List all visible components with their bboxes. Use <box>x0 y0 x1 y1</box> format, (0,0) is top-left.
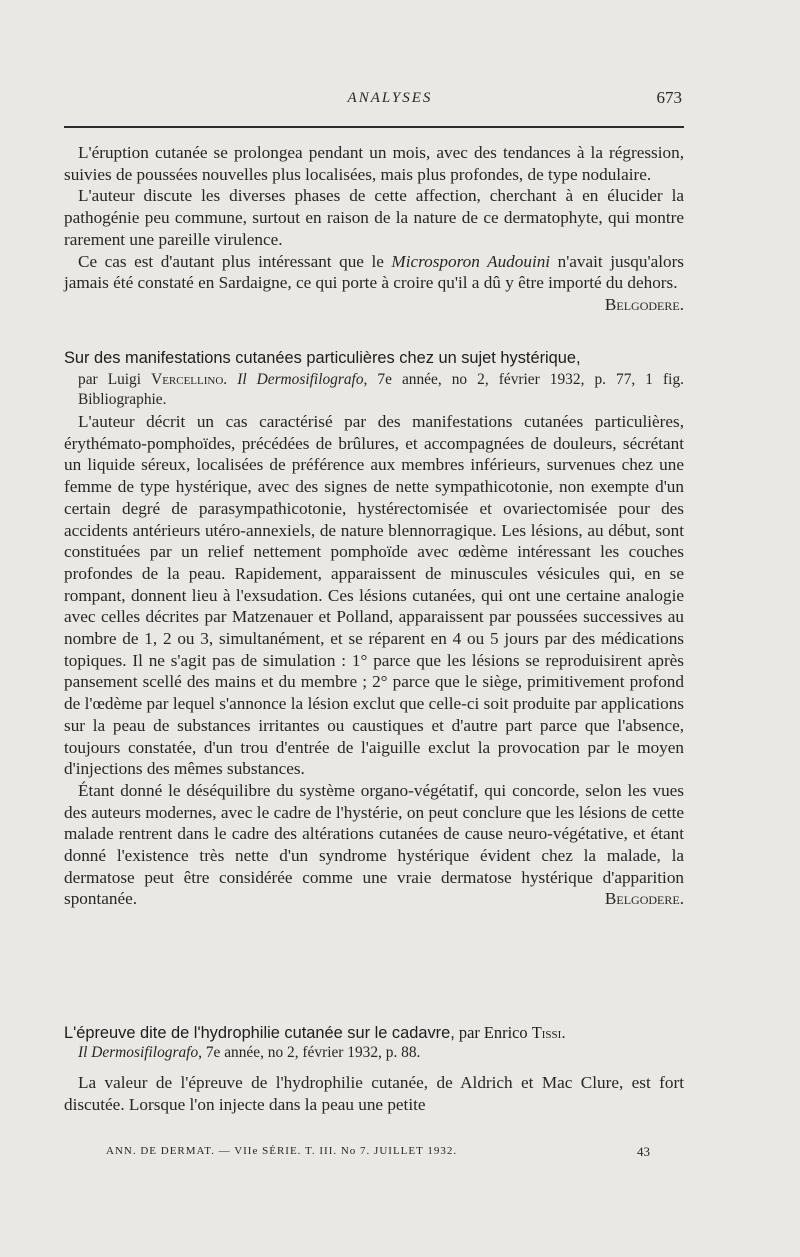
reference-line: par Luigi Vercellino. Il Dermosifilografo, 7e année, no 2, février 1932, p. 77, 1 fig. Bibliographie. <box>78 371 684 408</box>
article-heading <box>64 348 684 369</box>
text-run: Étant donné le déséquilibre du système organo-végétatif, qui concorde, selon les vues des auteurs modernes, avec le cadre de l'hystérie, on peut conclure que les lésions de cette malade rentrent dans le cadre des altérations cutanées de cause neuro-végétative, et étant donné l'existence très nette d'un syndrome hystérique évident chez la malade, la dermatose peut être considérée comme une vraie dermatose hystérique d'apparition spontanée. <box>64 780 684 909</box>
paragraph: La valeur de l'épreuve de l'hydrophilie cutanée, de Aldrich et Mac Clure, est fort discutée. Lorsque l'on injecte dans la peau une petite <box>64 1073 684 1114</box>
reference-line <box>64 1043 684 1063</box>
ref-author: Tissi <box>531 1023 562 1042</box>
article-title: Sur des manifestations cutanées particulières chez un sujet hystérique, <box>64 349 581 367</box>
paragraph: L'auteur discute les diverses phases de cette affection, cherchant à en élucider la pathogénie peu commune, surtout en raison de la nature de ce dermatophyte, qui montre rarement une pareille virulence. <box>64 186 684 249</box>
ref-by: par Luigi <box>78 371 152 388</box>
article-continuation <box>64 142 684 316</box>
article-reference <box>64 370 684 410</box>
article-reference <box>64 1043 684 1063</box>
running-header-title: ANALYSES <box>347 90 433 106</box>
article-body <box>64 411 684 910</box>
text-run: Ce cas est d'autant plus intéressant que le <box>78 251 392 271</box>
author-signature: Belgodere. <box>604 294 684 314</box>
ref-details: , 7e année, no 2, février 1932, p. 77, 1 fig. Bibliographie. <box>78 371 684 408</box>
paragraph: L'auteur décrit un cas caractérisé par des manifestations cutanées particulières, érythémato-pomphoïdes, précédées de brûlures, et accompagnées de douleurs, sécrétant un liquide séreux, localisées de préférence aux membres inférieurs, survenues chez une femme de type hystérique, avec des signes de nette sympathicotonie, non exempte d'un certain degré de parasympathicotonie, hystérectomisée et ovariectomisée pour des accidents antérieurs utéro-annexiels, de nature blennorragique. Les lésions, au début, sont constituées par un relief nettement pomphoïde avec œdème intéressant les couches profondes de la peau. Rapidement, apparaissent de minuscules vésicules qui, en se rompant, donnent lieu à l'exsudation. Ces lésions cutanées, qui ont une certaine analogie avec celles décrites par Matzenauer et Polland, apparaissent par poussées successives au nombre de 1, 2 ou 3, simultanément, et se réparent en 4 ou 5 jours par des médications topiques. Il ne s'agit pas de simulation : 1° parce que les lésions se reproduisirent après pansement scellé des mains et du membre ; 2° parce que le siège, primitivement profond de l'œdème par lequel s'annonce la lésion exclut que celle-ci soit produite par applications sur la peau de substances irritantes ou caustiques et d'autre part parce que l'absence, toujours constatée, d'un trou d'entrée de l'aiguille exclut la provocation par le moyen d'injections des mêmes substances. <box>64 412 684 779</box>
ref-by: par Enrico <box>454 1023 532 1042</box>
species-name: Microsporon Audouini <box>391 251 551 271</box>
article-title: L'épreuve dite de l'hydrophilie cutanée sur le cadavre, <box>64 1024 455 1042</box>
paragraph <box>64 251 684 314</box>
signature-number: 43 <box>637 1144 650 1159</box>
ref-journal: Il Dermosifilografo <box>78 1044 199 1061</box>
article-title-line: L'épreuve dite de l'hydrophilie cutanée sur le cadavre, par Enrico Tissi. <box>64 1023 566 1042</box>
paragraph <box>64 780 684 910</box>
running-footer: ANN. DE DERMAT. — VIIe SÉRIE. T. III. No 7. JUILLET 1932. <box>106 1145 458 1157</box>
article-heading <box>64 1022 684 1044</box>
ref-details: , 7e année, no 2, février 1932, p. 88. <box>198 1044 421 1061</box>
article-body <box>64 1072 684 1115</box>
paragraph: L'éruption cutanée se prolongea pendant un mois, avec des tendances à la régression, suivies de poussées nouvelles plus localisées, mais plus profondes, de type nodulaire. <box>64 143 684 184</box>
ref-author: Vercellino <box>151 371 224 388</box>
text-run: n'avait jusqu'alors jamais été constaté en Sardaigne, ce qui porte à croire qu'il a dû y être importé du dehors. <box>64 251 684 293</box>
page-footer <box>106 1145 650 1157</box>
author-signature: Belgodere. <box>604 889 684 909</box>
ref-journal: Il Dermosifilografo <box>237 371 364 388</box>
page-number: 673 <box>656 88 682 107</box>
header-rule <box>64 126 684 128</box>
